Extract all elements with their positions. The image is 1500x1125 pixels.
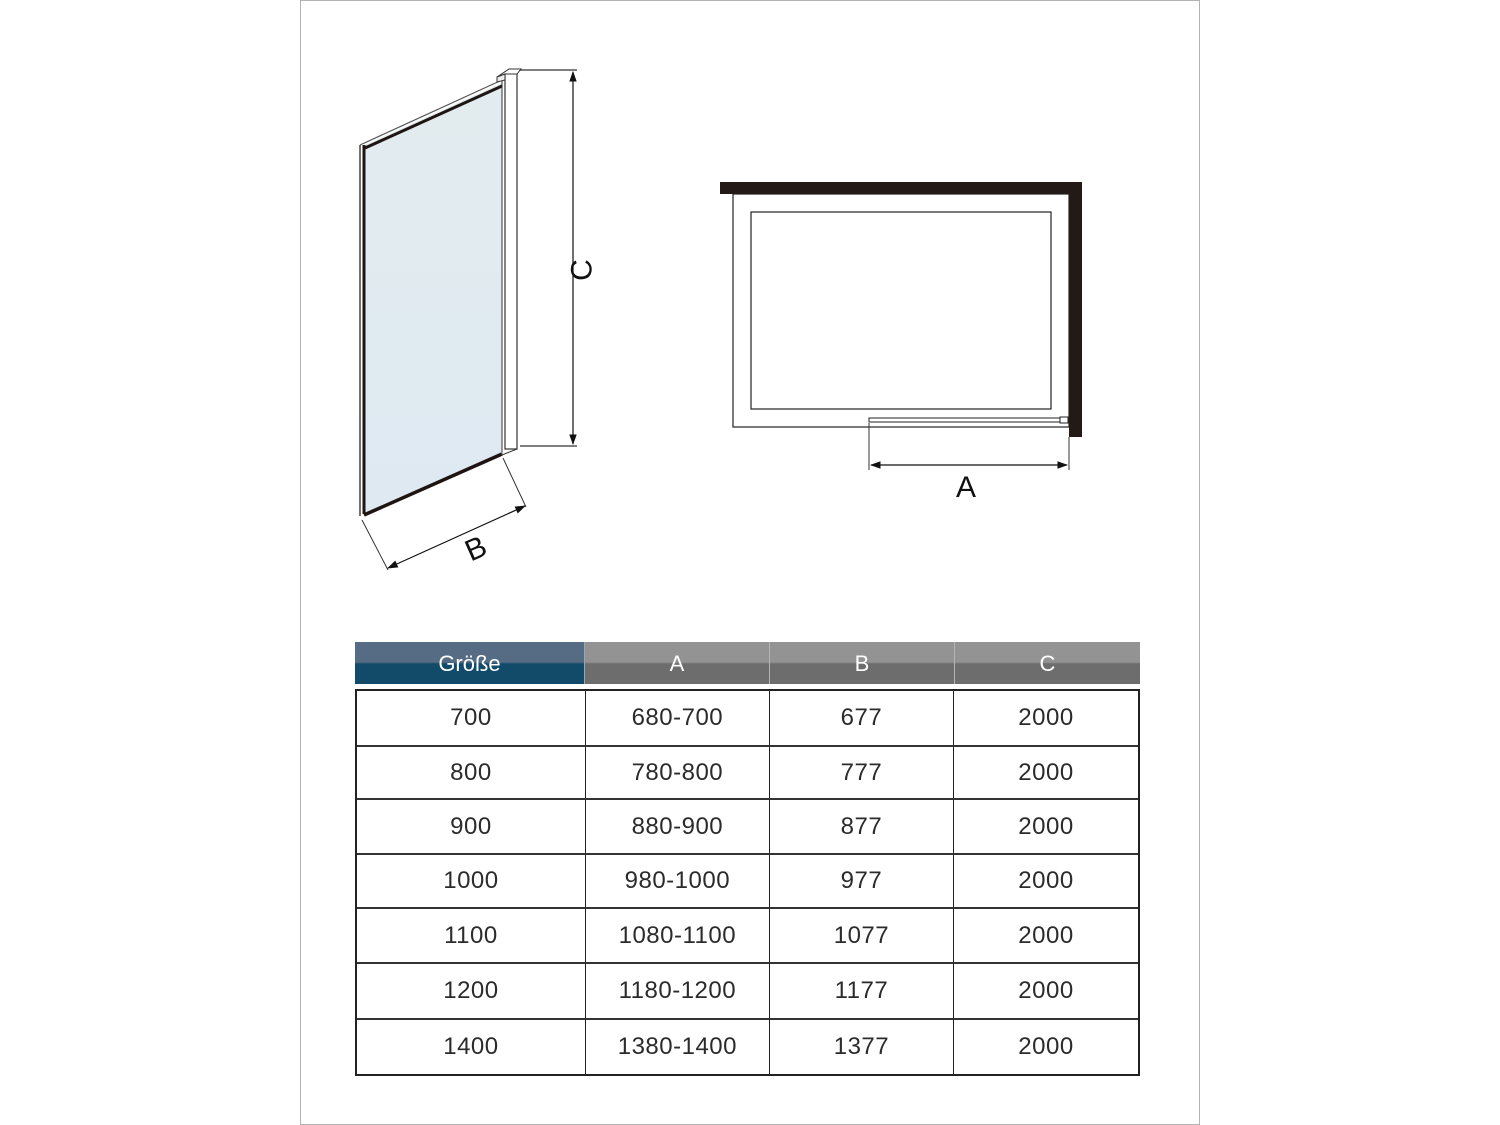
cell-c: 2000 <box>1018 704 1074 731</box>
cell-c: 2000 <box>1018 977 1074 1004</box>
header-b-label: B <box>854 651 870 676</box>
cell-b: 977 <box>770 855 954 907</box>
table-header-row <box>355 642 1140 684</box>
table-row <box>357 691 1138 747</box>
cell-a: 680-700 <box>586 691 770 745</box>
cell-a: 980-1000 <box>586 855 770 907</box>
cell-c: 2000 <box>1018 867 1074 894</box>
size-spec-table <box>355 642 1140 1076</box>
cell-a: 1080-1100 <box>586 909 770 962</box>
table-row <box>357 855 1138 909</box>
top-view-drawing <box>720 182 1082 504</box>
cell-size: 1200 <box>357 964 586 1018</box>
dimension-label-b: B <box>460 529 492 569</box>
table-row <box>357 964 1138 1020</box>
cell-size: 900 <box>357 800 586 853</box>
table-body <box>355 689 1140 1076</box>
cell-a: 880-900 <box>586 800 770 853</box>
cell-c: 2000 <box>1018 758 1074 786</box>
table-row <box>357 909 1138 964</box>
table-row <box>357 1020 1138 1074</box>
cell-a: 780-800 <box>586 747 770 798</box>
header-a <box>585 642 770 684</box>
dimension-label-c: C <box>565 259 599 281</box>
cell-b: 877 <box>770 800 954 853</box>
header-c-label: C <box>1039 651 1056 676</box>
cell-c: 2000 <box>1018 1033 1074 1060</box>
header-b <box>770 642 955 684</box>
cell-c: 2000 <box>1018 812 1074 840</box>
cell-size: 800 <box>357 747 586 798</box>
cell-size: 700 <box>357 691 586 745</box>
cell-c: 2000 <box>1018 921 1074 949</box>
cell-size: 1100 <box>357 909 586 962</box>
panel-3d-drawing <box>360 69 599 570</box>
cell-b: 777 <box>770 747 954 798</box>
cell-size: 1400 <box>357 1020 586 1074</box>
cell-b: 1077 <box>770 909 954 962</box>
header-c <box>955 642 1140 684</box>
cell-size: 1000 <box>357 855 586 907</box>
cell-b: 1377 <box>770 1020 954 1074</box>
table-row <box>357 800 1138 855</box>
cell-a: 1180-1200 <box>586 964 770 1018</box>
header-a-label: A <box>669 651 685 676</box>
cell-b: 677 <box>770 691 954 745</box>
header-size-label: Größe <box>438 651 501 676</box>
dimension-label-a: A <box>955 471 977 504</box>
cell-a: 1380-1400 <box>586 1020 770 1074</box>
table-row <box>357 747 1138 800</box>
cell-b: 1177 <box>770 964 954 1018</box>
header-size <box>355 642 585 684</box>
